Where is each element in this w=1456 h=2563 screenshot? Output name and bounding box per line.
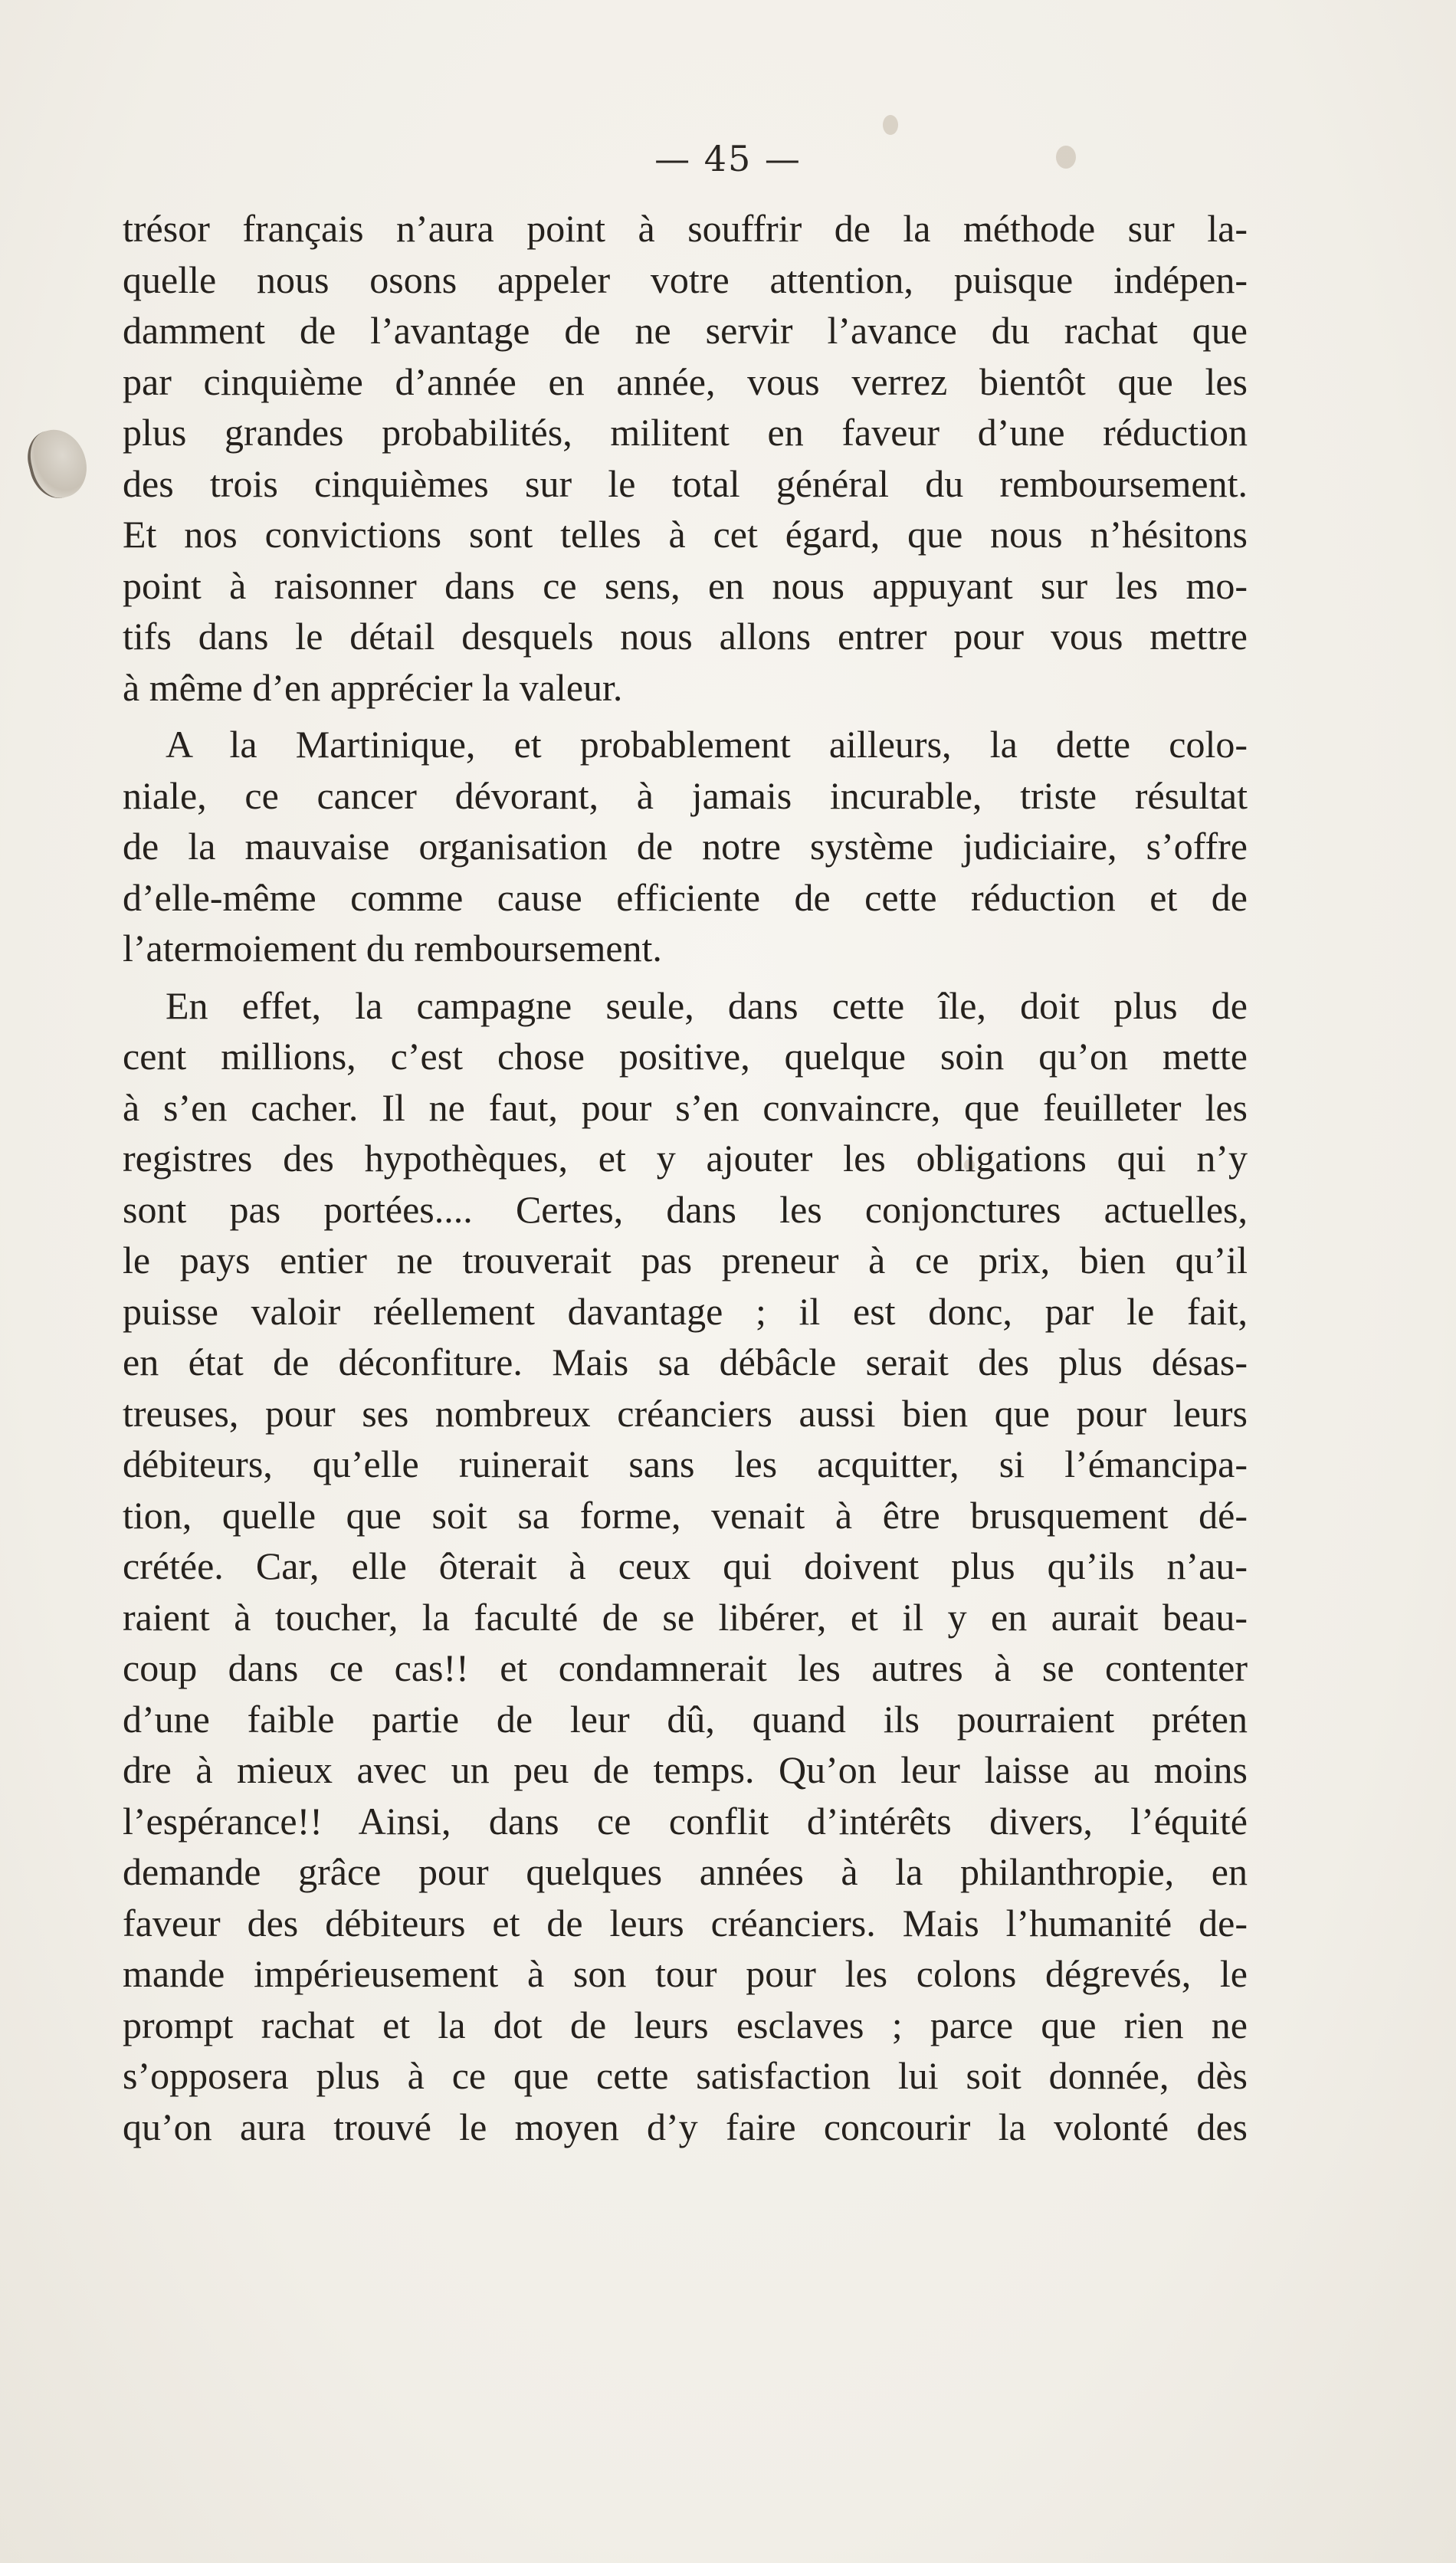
- page-number: — 45 —: [654, 138, 802, 179]
- page-stain: [883, 115, 898, 135]
- text-line: registres des hypothèques, et y ajouter les obligations qui n’y: [123, 1137, 1248, 1180]
- text-line: crétée. Car, elle ôterait à ceux qui doivent plus qu’ils n’au-: [123, 1544, 1248, 1587]
- text-line: à même d’en apprécier la valeur.: [123, 665, 623, 709]
- text-line: de la mauvaise organisation de notre système judiciaire, s’offre: [123, 825, 1248, 868]
- text-line: A la Martinique, et probablement ailleurs, la dette colo-: [166, 723, 1248, 766]
- paragraph-2: [123, 719, 1248, 974]
- text-line: le pays entier ne trouverait pas preneur à ce prix, bien qu’il: [123, 1239, 1248, 1282]
- text-line: s’opposera plus à ce que cette satisfaction lui soit donnée, dès: [123, 2054, 1248, 2097]
- text-line: qu’on aura trouvé le moyen d’y faire concourir la volonté des: [123, 2105, 1248, 2148]
- text-line: raient à toucher, la faculté de se libérer, et il y en aurait beau-: [123, 1595, 1248, 1639]
- text-line: coup dans ce cas!! et condamnerait les autres à se contenter: [123, 1646, 1248, 1689]
- text-line: à s’en cacher. Il ne faut, pour s’en convaincre, que feuilleter les: [123, 1085, 1248, 1129]
- text-line: prompt rachat et la dot de leurs esclaves ; parce que rien ne: [123, 2003, 1248, 2046]
- paragraph-3: [123, 980, 1248, 2153]
- paragraph-1: [123, 203, 1248, 713]
- text-line: damment de l’avantage de ne servir l’avance du rachat que: [123, 309, 1248, 352]
- text-line: tifs dans le détail desquels nous allons entrer pour vous mettre: [123, 615, 1248, 658]
- text-line: trésor français n’aura point à souffrir de la méthode sur la-: [123, 207, 1248, 250]
- margin-ink-mark: [21, 423, 93, 504]
- text-line: des trois cinquièmes sur le total général du remboursement.: [123, 461, 1248, 505]
- text-line: faveur des débiteurs et de leurs créanciers. Mais l’humanité de-: [123, 1901, 1248, 1944]
- text-line: d’elle-même comme cause efficiente de cette réduction et de: [123, 875, 1248, 919]
- text-line: cent millions, c’est chose positive, quelque soin qu’on mette: [123, 1035, 1248, 1078]
- text-line: quelle nous osons appeler votre attention, puisque indépen-: [123, 258, 1248, 301]
- text-line: l’atermoiement du remboursement.: [123, 927, 662, 970]
- text-line: l’espérance!! Ainsi, dans ce conflit d’intérêts divers, l’équité: [123, 1799, 1248, 1843]
- text-line: plus grandes probabilités, militent en faveur d’une réduction: [123, 411, 1248, 454]
- text-line: En effet, la campagne seule, dans cette île, doit plus de: [166, 983, 1248, 1027]
- text-line: dre à mieux avec un peu de temps. Qu’on leur laisse au moins: [123, 1748, 1248, 1791]
- text-line: en état de déconfiture. Mais sa débâcle serait des plus désas-: [123, 1341, 1248, 1383]
- text-line: débiteurs, qu’elle ruinerait sans les acquitter, si l’émancipa-: [123, 1442, 1248, 1485]
- text-line: treuses, pour ses nombreux créanciers aussi bien que pour leurs: [123, 1391, 1248, 1435]
- text-line: mande impérieusement à son tour pour les colons dégrevés, le: [123, 1952, 1248, 1995]
- text-line: point à raisonner dans ce sens, en nous appuyant sur les mo-: [123, 563, 1248, 607]
- text-line: par cinquième d’année en année, vous verrez bientôt que les: [123, 359, 1248, 403]
- text-line: sont pas portées.... Certes, dans les conjonctures actuelles,: [123, 1187, 1248, 1231]
- text-line: Et nos convictions sont telles à cet égard, que nous n’hésitons: [123, 513, 1248, 556]
- text-line: puisse valoir réellement davantage ; il est donc, par le fait,: [123, 1289, 1248, 1333]
- text-line: niale, ce cancer dévorant, à jamais incurable, triste résultat: [123, 773, 1248, 817]
- text-line: tion, quelle que soit sa forme, venait à être brusquement dé-: [123, 1493, 1248, 1537]
- text-line: d’une faible partie de leur dû, quand ils pourraient préten: [123, 1697, 1248, 1741]
- body-text: [123, 203, 1248, 2158]
- text-line: demande grâce pour quelques années à la philanthropie, en: [123, 1850, 1248, 1893]
